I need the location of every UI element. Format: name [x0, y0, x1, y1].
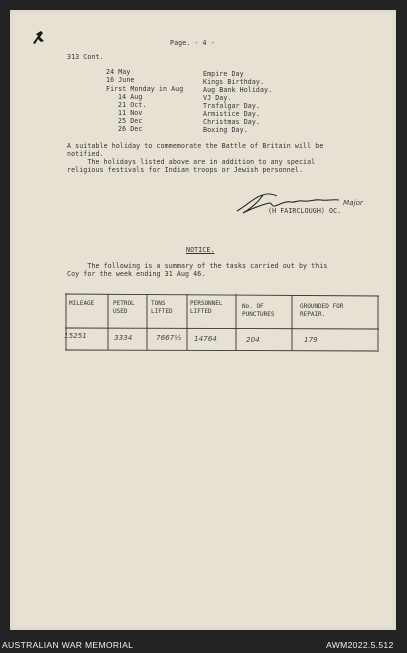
holiday-date: 16 June — [106, 76, 135, 84]
table-header: GROUNDED FOR — [300, 303, 344, 310]
page-number: Page. - 4 - — [170, 39, 215, 47]
holiday-name: Empire Day — [203, 70, 244, 78]
holiday-name: Kings Birthday. — [203, 78, 265, 86]
table-header: PUNCTURES — [242, 311, 275, 318]
holiday-date: 14 Aug — [118, 93, 143, 101]
table-header: PETROL — [113, 300, 135, 307]
reference-number: 313 Cont. — [67, 53, 104, 61]
holiday-date: 11 Nov — [118, 109, 143, 117]
table-header: MILEAGE — [69, 300, 95, 307]
table-cell-personnel: 14764 — [194, 334, 217, 343]
holiday-date: 26 Dec — [118, 125, 143, 133]
table-cell-mileage: 15251 — [64, 331, 87, 340]
holiday-name: Christmas Day. — [203, 118, 260, 126]
notice-line: Coy for the week ending 31 Aug 46. — [67, 270, 206, 278]
signatory-name: (H FAIRCLOUGH) OC. — [268, 207, 342, 215]
footer-accession-number: AWM2022.5.512 — [326, 640, 394, 650]
punch-mark-icon — [30, 28, 48, 46]
table-cell-tons: 7667½ — [156, 333, 182, 342]
notice-line: The following is a summary of the tasks carried out by this — [67, 262, 328, 270]
table-cell-grounded: 179 — [304, 335, 318, 344]
table-header: PERSONNEL — [190, 300, 223, 307]
holiday-date: 21 Oct. — [118, 101, 147, 109]
table-header: TONS — [151, 300, 166, 307]
holiday-name: Armistice Day. — [203, 110, 260, 118]
signature-rank: Major — [343, 198, 363, 207]
holiday-date: First Monday in Aug — [106, 85, 184, 93]
paragraph-line: The holidays listed above are in addition to any special — [67, 158, 316, 166]
holiday-name: Trafalgar Day. — [203, 102, 260, 110]
table-header: USED — [113, 308, 128, 315]
table-cell-petrol: 3334 — [114, 333, 133, 342]
paragraph-line: A suitable holiday to commemorate the Battle of Britain will be — [67, 142, 324, 150]
table-cell-punctures: 204 — [246, 335, 260, 344]
table-header: No. OF — [242, 303, 264, 310]
paragraph-line: religious festivals for Indian troops or Jewish personnel. — [67, 166, 304, 174]
holiday-name: Aug Bank Holiday. — [203, 86, 273, 94]
holiday-name: Boxing Day. — [203, 126, 248, 134]
footer-credit: AUSTRALIAN WAR MEMORIAL — [2, 640, 134, 650]
paragraph-line: notified. — [67, 150, 104, 158]
table-header: REPAIR. — [300, 311, 326, 318]
holiday-date: 25 Dec — [118, 117, 143, 125]
table-header: LIFTED — [151, 308, 173, 315]
notice-heading: NOTICE. — [186, 246, 215, 254]
table-header: LIFTED — [190, 308, 212, 315]
holiday-name: VJ Day. — [203, 94, 232, 102]
holiday-date: 24 May — [106, 68, 131, 76]
